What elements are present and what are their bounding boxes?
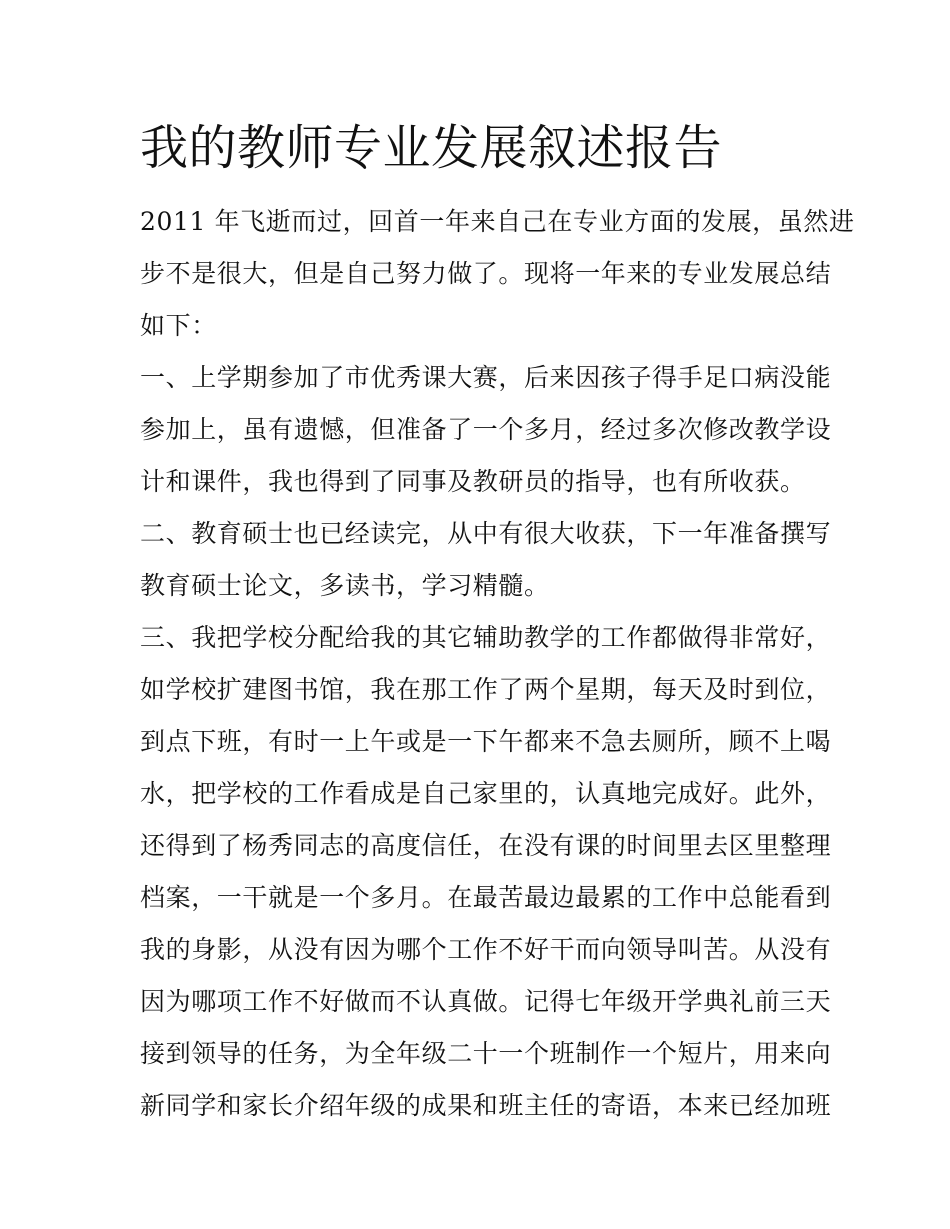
body-line: 二、教育硕士也已经读完，从中有很大收获，下一年准备撰写 — [140, 519, 832, 548]
body-line: 接到领导的任务，为全年级二十一个班制作一个短片，用来向 — [140, 1039, 832, 1068]
document-title: 我的教师专业发展叙述报告 — [140, 120, 723, 176]
body-line: 计和课件，我也得到了同事及教研员的指导，也有所收获。 — [140, 467, 806, 496]
body-line: 教育硕士论文，多读书，学习精髓。 — [140, 571, 550, 600]
body-line: 新同学和家长介绍年级的成果和班主任的寄语，本来已经加班 — [140, 1091, 832, 1120]
body-line: 档案，一干就是一个多月。在最苦最边最累的工作中总能看到 — [140, 883, 832, 912]
body-line: 步不是很大，但是自己努力做了。现将一年来的专业发展总结 — [140, 259, 832, 288]
body-line: 三、我把学校分配给我的其它辅助教学的工作都做得非常好， — [140, 623, 832, 652]
body-line: 如下： — [140, 311, 217, 340]
body-line: 我的身影，从没有因为哪个工作不好干而向领导叫苦。从没有 — [140, 935, 832, 964]
document-body — [140, 196, 855, 1132]
body-line: 2011 年飞逝而过，回首一年来自己在专业方面的发展，虽然进 — [140, 207, 855, 236]
body-line: 因为哪项工作不好做而不认真做。记得七年级开学典礼前三天 — [140, 987, 832, 1016]
body-line: 参加上，虽有遗憾，但准备了一个多月，经过多次修改教学设 — [140, 415, 832, 444]
body-line: 水，把学校的工作看成是自己家里的，认真地完成好。此外， — [140, 779, 832, 808]
body-line: 如学校扩建图书馆，我在那工作了两个星期，每天及时到位， — [140, 675, 832, 704]
body-line: 还得到了杨秀同志的高度信任，在没有课的时间里去区里整理 — [140, 831, 832, 860]
body-line: 一、上学期参加了市优秀课大赛，后来因孩子得手足口病没能 — [140, 363, 832, 392]
body-line: 到点下班，有时一上午或是一下午都来不急去厕所，顾不上喝 — [140, 727, 832, 756]
